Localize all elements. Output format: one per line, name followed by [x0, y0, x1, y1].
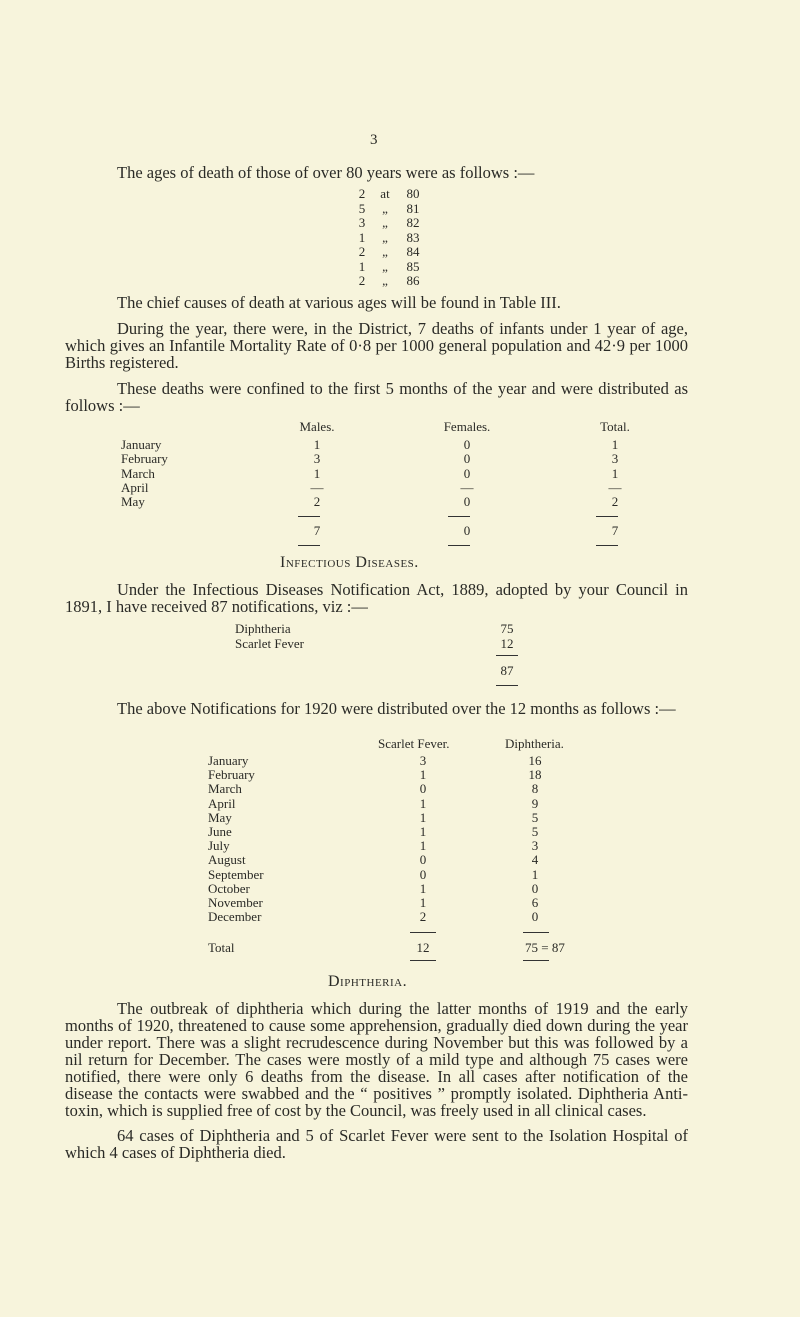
- total-label: Total: [208, 940, 235, 955]
- cell-value: 1: [611, 465, 619, 481]
- months-para: [65, 700, 688, 717]
- scarlet-fever-value: 1: [419, 809, 427, 825]
- column-header: Total.: [600, 419, 630, 434]
- month-label: April: [208, 795, 236, 811]
- month-label: February: [208, 767, 255, 783]
- age-separator: at: [380, 186, 390, 201]
- age-count: 5: [358, 200, 366, 216]
- age-separator: „: [382, 258, 388, 274]
- divider: [448, 516, 470, 517]
- age-count: 2: [358, 244, 366, 259]
- cell-value: —: [310, 479, 324, 495]
- month-label: July: [208, 838, 230, 854]
- divider: [596, 516, 618, 517]
- age-value: 81: [406, 200, 420, 216]
- diphtheria-value: 8: [531, 781, 539, 797]
- age-separator: „: [382, 200, 388, 216]
- scarlet-fever-value: 1: [419, 838, 427, 854]
- diphtheria-value: 16: [528, 753, 542, 768]
- divider: [596, 545, 618, 546]
- scarlet-fever-value: 0: [419, 866, 427, 882]
- age-value: 85: [406, 258, 420, 274]
- cell-value: 1: [313, 437, 321, 452]
- scarlet-fever-value: 1: [419, 824, 427, 839]
- cell-value: 1: [611, 437, 619, 452]
- month-label: November: [208, 895, 263, 910]
- scarlet-fever-value: 2: [419, 909, 427, 925]
- disease-count: 12: [500, 635, 514, 651]
- cell-value: 0: [463, 465, 471, 481]
- month-label: December: [208, 909, 262, 925]
- scarlet-fever-total: 12: [416, 940, 430, 955]
- age-separator: „: [382, 229, 388, 245]
- diphtheria-para-2: [65, 1127, 688, 1161]
- month-label: January: [121, 437, 162, 452]
- scarlet-fever-value: 0: [419, 852, 427, 868]
- chief-causes-text: The chief causes of death at various ages will be found in Table III.: [117, 293, 561, 312]
- age-value: 83: [406, 229, 420, 245]
- age-separator: „: [382, 244, 388, 259]
- diphtheria-value: 9: [531, 795, 539, 811]
- cell-value: 1: [313, 465, 321, 481]
- scarlet-fever-value: 3: [419, 753, 427, 768]
- month-label: May: [208, 809, 232, 825]
- divider: [523, 960, 549, 961]
- infant-para: [65, 320, 688, 371]
- divider: [410, 932, 436, 933]
- diphtheria-heading: Diphtheria.: [328, 973, 408, 990]
- page-number: 3: [370, 132, 378, 148]
- age-value: 82: [406, 215, 420, 230]
- column-header: Females.: [443, 419, 491, 434]
- divider: [298, 545, 320, 546]
- age-separator: „: [382, 215, 388, 230]
- infant-para-text: During the year, there were, in the District, 7 deaths of infants under 1 year of age, which gives an Infantile Mortality Rate of 0·8 per 1000 general population and 42·9 per 1000 Births registered.: [65, 319, 688, 372]
- diphtheria-value: 0: [531, 909, 539, 925]
- cell-value: 3: [313, 451, 321, 467]
- age-value: 84: [406, 244, 420, 259]
- month-label: February: [121, 451, 168, 467]
- age-separator: „: [382, 273, 388, 288]
- divider: [496, 655, 518, 656]
- diphtheria-value: 5: [531, 824, 539, 839]
- diphtheria-value: 6: [531, 895, 539, 910]
- divider: [298, 516, 320, 517]
- age-count: 2: [358, 273, 366, 288]
- age-count: 1: [358, 229, 366, 245]
- month-label: October: [208, 880, 250, 896]
- month-label: April: [121, 479, 149, 495]
- diphtheria-total: 75 = 87: [525, 940, 565, 955]
- age-value: 80: [406, 186, 420, 201]
- cell-value: 2: [313, 494, 321, 510]
- column-header: Scarlet Fever.: [378, 736, 450, 751]
- infectious-diseases-heading: Infectious Diseases.: [280, 554, 419, 571]
- disease-name: Scarlet Fever: [235, 635, 304, 651]
- divider: [496, 685, 518, 686]
- column-header: Diphtheria.: [505, 736, 564, 751]
- age-count: 3: [358, 215, 366, 230]
- month-label: September: [208, 866, 264, 882]
- scarlet-fever-value: 1: [419, 895, 427, 910]
- total-value: 0: [463, 523, 471, 538]
- chief-causes-para: [65, 294, 688, 311]
- ages-intro-text: The ages of death of those of over 80 years were as follows :—: [117, 163, 535, 182]
- month-label: June: [208, 824, 232, 839]
- diphtheria-value: 1: [531, 866, 539, 882]
- deaths-para-text: These deaths were confined to the first 5 months of the year and were distributed as follows :—: [65, 379, 688, 415]
- scarlet-fever-value: 0: [419, 781, 427, 797]
- month-label: August: [208, 852, 246, 868]
- diphtheria-para-1: [65, 1000, 688, 1119]
- cell-value: 0: [463, 437, 471, 452]
- cell-value: —: [460, 479, 474, 495]
- column-header: Males.: [299, 419, 335, 434]
- notification-para: [65, 581, 688, 615]
- diphtheria-value: 0: [531, 880, 539, 896]
- diphtheria-value: 18: [528, 767, 542, 783]
- scarlet-fever-value: 1: [419, 767, 427, 783]
- disease-count: 75: [500, 621, 514, 636]
- diphtheria-value: 4: [531, 852, 539, 868]
- months-para-text: The above Notifications for 1920 were distributed over the 12 months as follows :—: [117, 699, 676, 718]
- diphtheria-para-1-text: The outbreak of diphtheria which during the latter months of 1919 and the early months of 1920, threatened to cause some apprehension, gradually died down during the year under report. There was a slight recrudescence during November but this was followed by a nil return for December. The cases were mostly of a mild type and although 75 cases were notified, there were only 6 deaths from the disease. In all cases after notification of the disease the contacts were swabbed and the “ positives ” promptly isolated. Diphtheria Anti-toxin, which is supplied free of cost by the Council, was freely used in all clinical cases.: [65, 999, 688, 1120]
- cell-value: 2: [611, 494, 619, 510]
- divider: [523, 932, 549, 933]
- deaths-para: [65, 380, 688, 414]
- diphtheria-para-2-text: 64 cases of Diphtheria and 5 of Scarlet Fever were sent to the Isolation Hospital of which 4 cases of Diphtheria died.: [65, 1126, 688, 1162]
- age-count: 2: [358, 186, 366, 201]
- scarlet-fever-value: 1: [419, 880, 427, 896]
- age-count: 1: [358, 258, 366, 274]
- cell-value: 0: [463, 494, 471, 510]
- total-value: 7: [611, 523, 619, 538]
- diphtheria-value: 5: [531, 809, 539, 825]
- age-value: 86: [406, 273, 420, 288]
- notification-total: 87: [500, 663, 514, 678]
- total-value: 7: [313, 523, 321, 538]
- disease-name: Diphtheria: [235, 621, 291, 636]
- cell-value: 3: [611, 451, 619, 467]
- scarlet-fever-value: 1: [419, 795, 427, 811]
- diphtheria-value: 3: [531, 838, 539, 854]
- month-label: March: [121, 465, 155, 481]
- month-label: March: [208, 781, 242, 797]
- month-label: January: [208, 753, 249, 768]
- cell-value: 0: [463, 451, 471, 467]
- divider: [448, 545, 470, 546]
- ages-intro: [65, 164, 688, 181]
- notification-para-text: Under the Infectious Diseases Notification Act, 1889, adopted by your Council in 1891, I have received 87 notifications, viz :—: [65, 580, 688, 616]
- cell-value: —: [608, 479, 622, 495]
- divider: [410, 960, 436, 961]
- month-label: May: [121, 494, 145, 510]
